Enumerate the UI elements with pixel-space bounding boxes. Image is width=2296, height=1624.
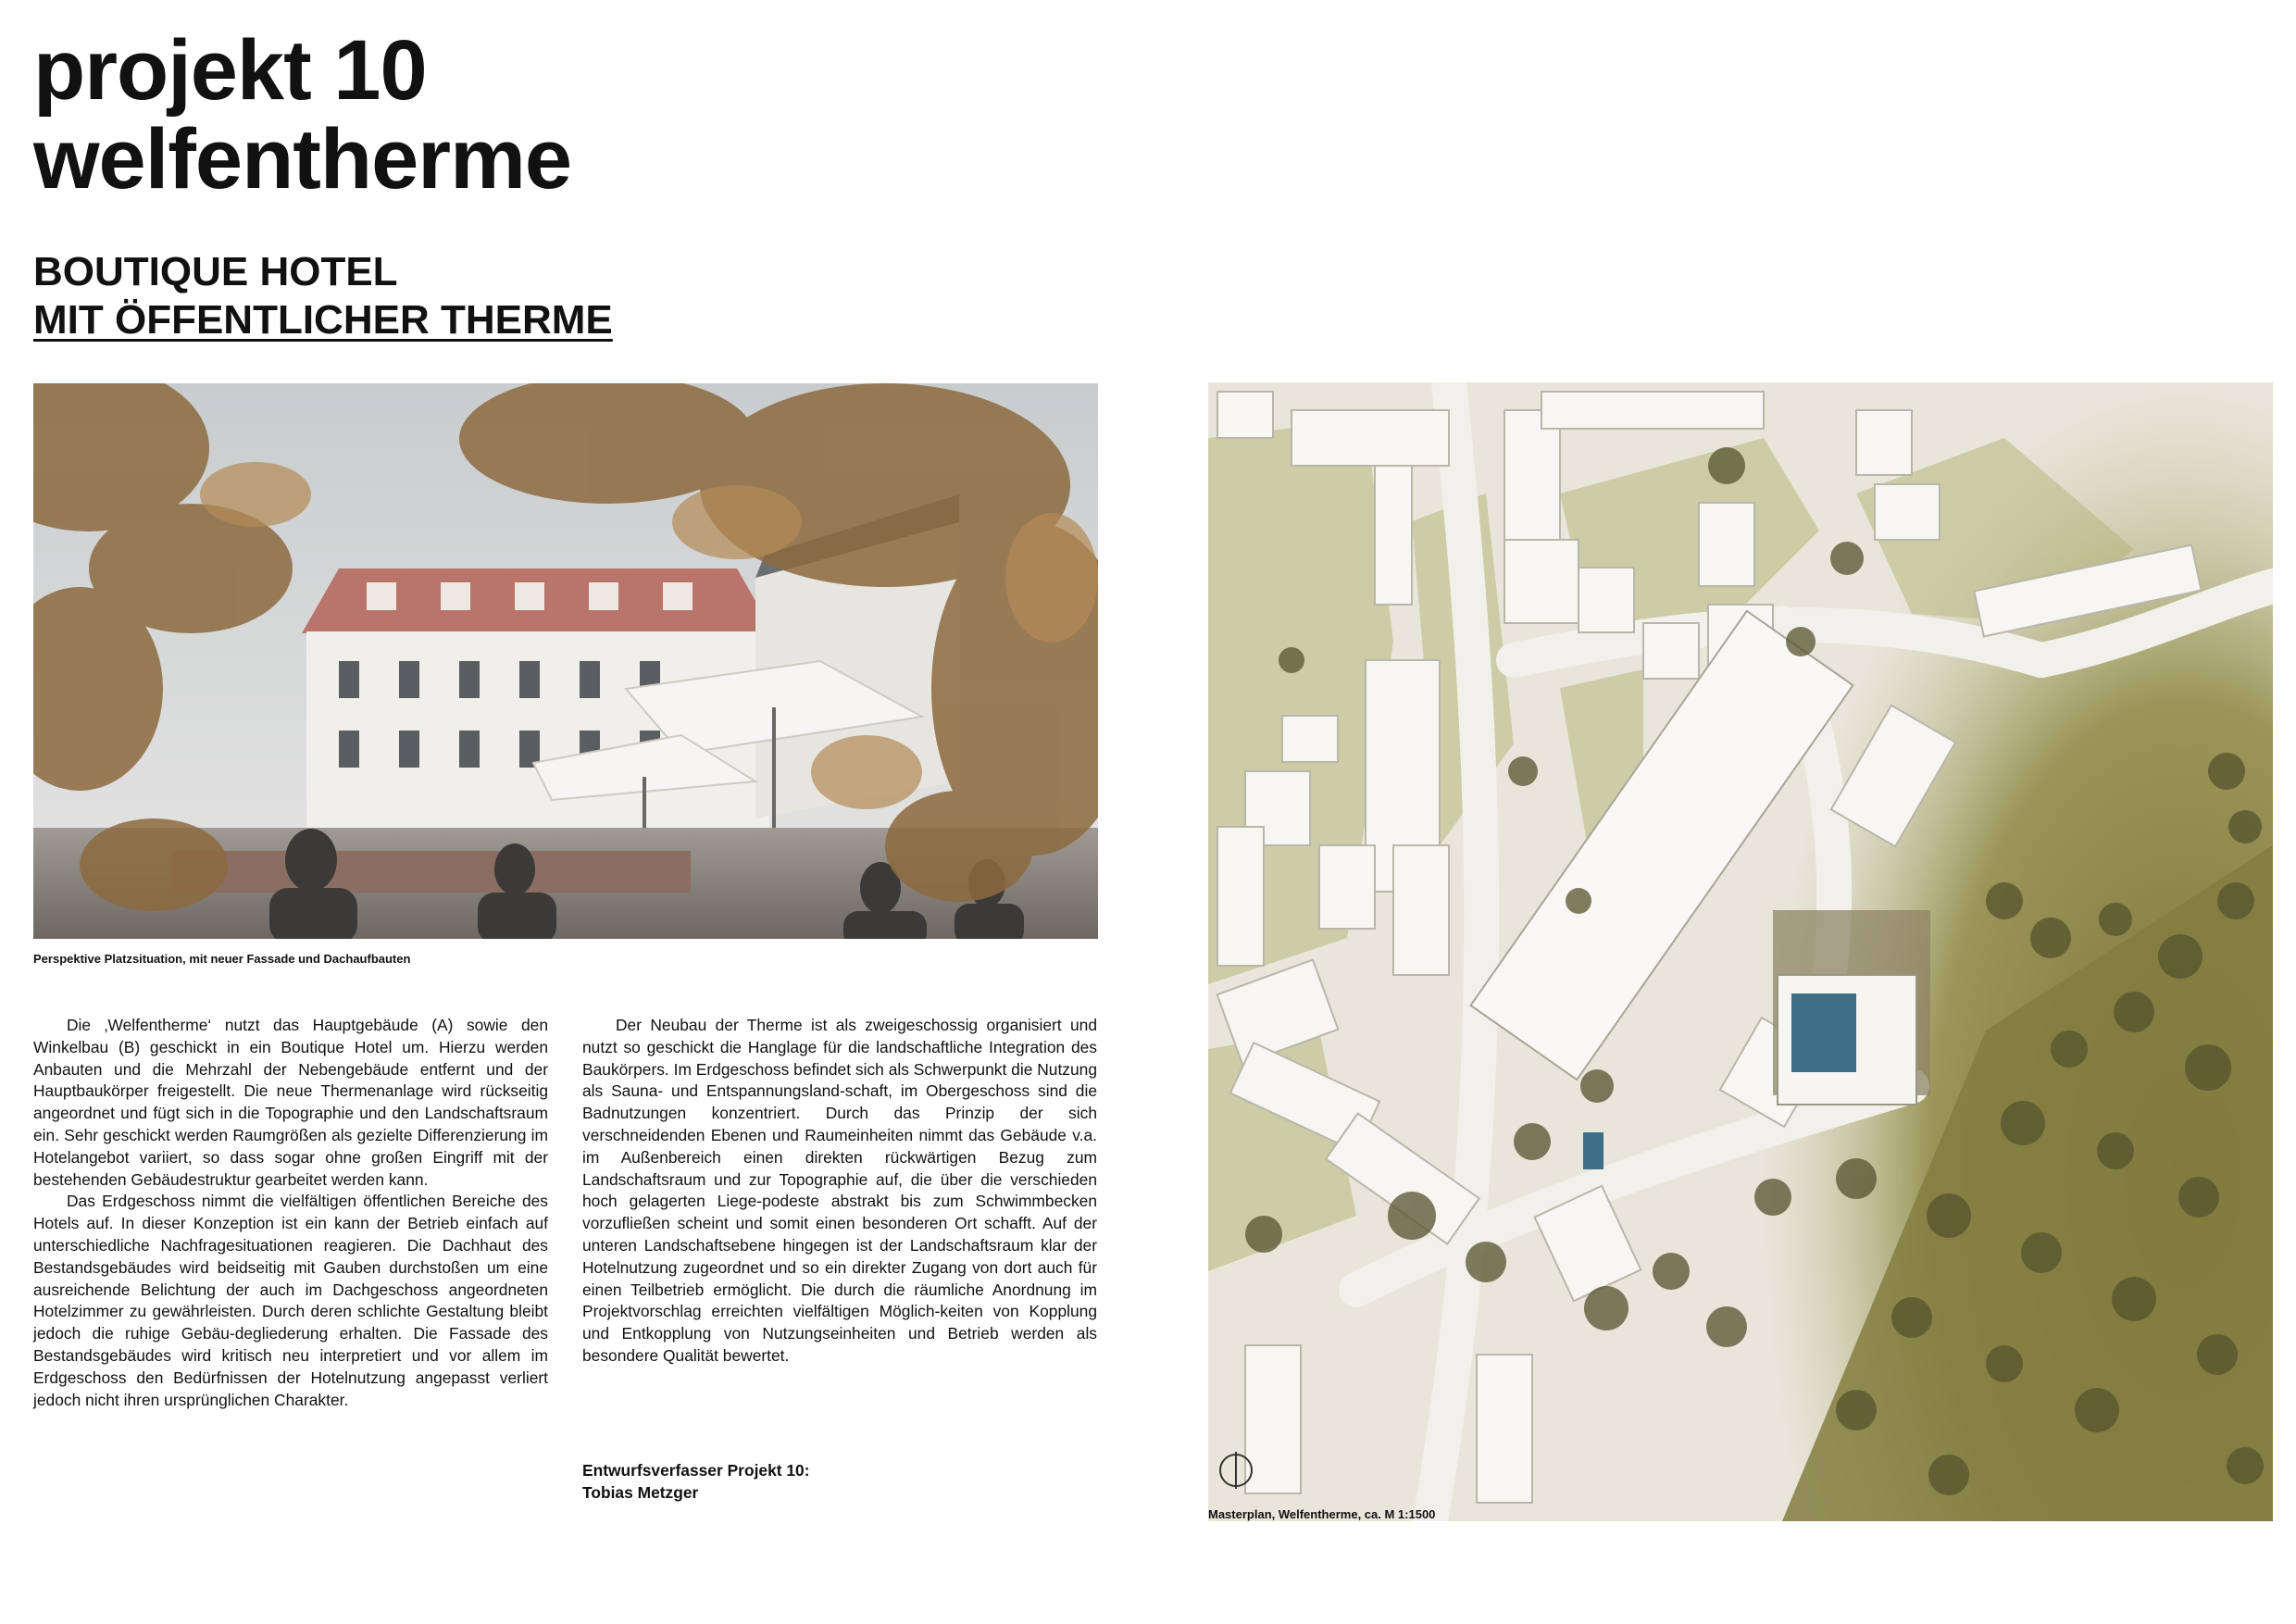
author-block — [582, 1459, 810, 1504]
title-line-1: projekt 10 — [33, 23, 427, 118]
subtitle-line-1: BOUTIQUE HOTEL — [33, 249, 398, 294]
photo-caption: Perspektive Platzsituation, mit neuer Fassade und Dachaufbauten — [33, 952, 411, 966]
text-column-2 — [582, 1015, 1097, 1368]
author-name: Tobias Metzger — [582, 1483, 699, 1502]
subtitle-line-2: MIT ÖFFENTLICHER THERME — [33, 297, 613, 343]
subtitle — [33, 248, 613, 344]
masterplan-drawing — [1208, 382, 2273, 1521]
text-column-1 — [33, 1015, 548, 1411]
paragraph: Die ‚Welfentherme‘ nutzt das Hauptgebäude (A) sowie den Winkelbau (B) geschickt in ein Boutique Hotel um. Hierzu werden Anbauten und die Mehrzahl der Nebengebäude entfernt und der Hauptbaukörper freigestellt. Die neue Thermenanlage wird rückseitig angeordnet und fügt sich in die Topographie und den Landschaftsraum ein. Sehr geschickt werden Raumgrößen als gezielte Differenzierung im Hotelangebot variiert, so dass sogar ohne großen Eingriff mit der bestehenden Gebäudestruktur gearbeitet werden kann. — [33, 1016, 548, 1189]
perspective-rendering — [33, 383, 1098, 939]
paragraph: Das Erdgeschoss nimmt die vielfältigen öffentlichen Bereiche des Hotels auf. In dieser Konzeption ist ein kann der Betrieb einfach auf unterschiedliche Nachfragesituationen reagieren. Die Dachhaut des Bestandsgebäudes wird beidseitig mit Gauben durchstoßen um eine ausreichende Belichtung der auch im Dachgeschoss angeordneten Hotelzimmer zu gewährleisten. Durch deren schlichte Gestaltung bleibt jedoch die ruhige Gebäu-degliederung erhalten. Die Fassade des Bestandsgebäudes wird kritisch neu interpretiert und vor allem im Erdgeschoss den Bedürfnissen der Hotelnutzung angepasst verliert jedoch nicht ihren ursprünglichen Charakter. — [33, 1192, 548, 1409]
title-line-2: welfentherme — [33, 112, 572, 206]
plan-caption: Masterplan, Welfentherme, ca. M 1:1500 — [1208, 1507, 1436, 1521]
author-label: Entwurfsverfasser Projekt 10: — [582, 1461, 810, 1480]
page-title — [33, 23, 572, 206]
paragraph: Der Neubau der Therme ist als zweigeschossig organisiert und nutzt so geschickt die Hanglage für die landschaftliche Integration des Baukörpers. Im Erdgeschoss befindet sich als Schwerpunkt die Nutzung als Sauna- und Entspannungsland-schaft, im Obergeschoss sind die Badnutzungen konzentriert. Durch das Prinzip der sich verschneidenden Ebenen und Raumeinheiten nimmt das Gebäude v.a. im Außenbereich einen direkten rückwärtigen Bezug zum Landschaftsraum und zur Topographie auf, die über die verschieden hoch gelagerten Liege-podeste abstrakt bis zum Schwimmbecken vorzufließen scheint und somit einen besonderen Ort schafft. Auf der unteren Landschaftsebene hingegen ist der Landschaftsraum klar der Hotelnutzung zugeordnet und so ein direkter Zugang von dort auch für einen Teilbetrieb ermöglicht. Die durch die räumliche Anordnung im Projektvorschlag erreichten vielfältigen Möglich-keiten von Kopplung und Entkopplung von Nutzungseinheiten und Betrieb werden als besondere Qualität bewertet. — [582, 1016, 1097, 1365]
